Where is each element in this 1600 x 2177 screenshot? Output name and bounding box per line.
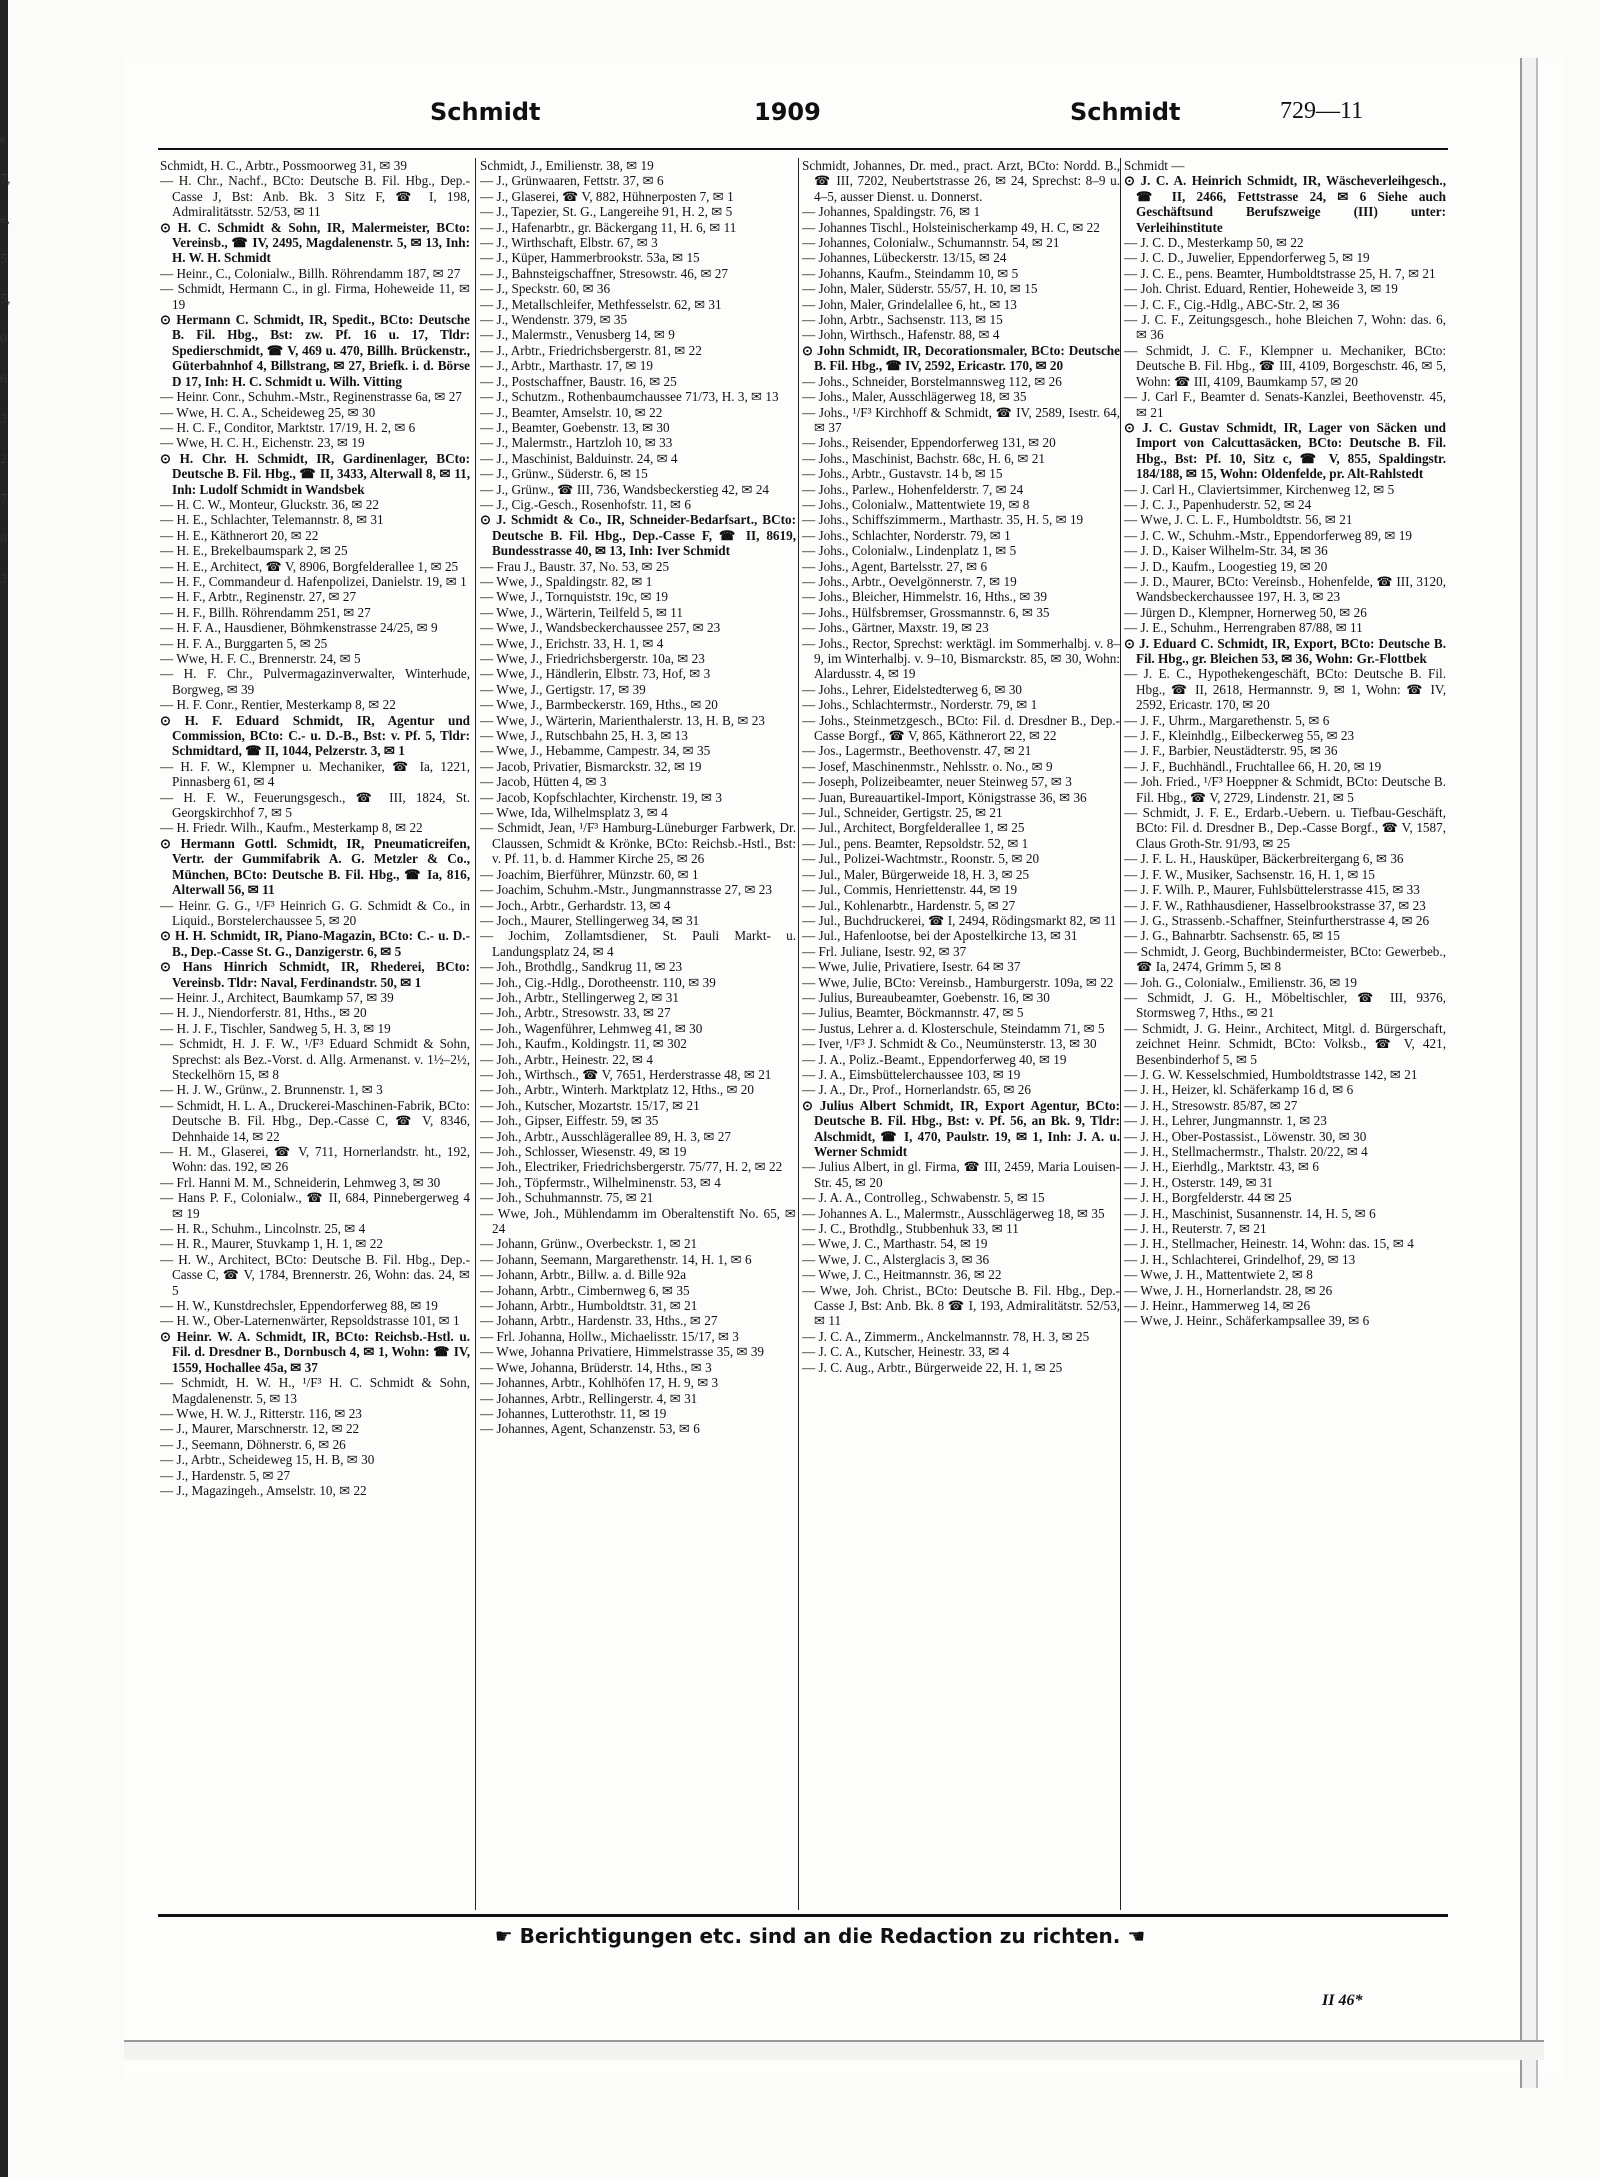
directory-entry: — Schmidt, H. J. F. W., ¹/F³ Eduard Schmidt & Sohn, Sprechst: als Bez.-Vorst. d. Allg. Armenanst. v. 1½–2½, Steckelhörn 15, ✉ 8 — [160, 1036, 470, 1082]
directory-entry: — H. F. W., Klempner u. Mechaniker, ☎ Ia, 1221, Pinnasberg 61, ✉ 4 — [160, 758, 470, 790]
directory-entry: — Wwe, J. C., Heitmannstr. 36, ✉ 22 — [802, 1267, 1002, 1283]
directory-entry: — Johannes Tischl., Holsteinischerkamp 49, H. C, ✉ 22 — [802, 219, 1100, 235]
page-edge-right — [1520, 58, 1538, 2088]
directory-entry: — Johs., Schlachter, Norderstr. 79, ✉ 1 — [802, 527, 1011, 543]
directory-entry: — H. Chr., Nachf., BCto: Deutsche B. Fil. Hbg., Dep.-Casse J, Bst: Anb. Bk. 3 Sitz F, ☎ I, 198, Admiralitätsstr. 52/53, ✉ 11 — [160, 173, 470, 220]
directory-entry: Schmidt, J., Emilienstr. 38, ✉ 19 — [480, 158, 654, 173]
directory-entry: — Joseph, Polizeibeamter, neuer Steinweg 57, ✉ 3 — [802, 774, 1072, 790]
directory-entry: — Joh., Electriker, Friedrichsbergerstr. 75/77, H. 2, ✉ 22 — [480, 1159, 783, 1175]
directory-entry: — Wwe, Julie, BCto: Vereinsb., Hamburgerstr. 109a, ✉ 22 — [802, 974, 1114, 990]
directory-entry: ⊙ Hermann Gottl. Schmidt, IR, Pneumaticreifen, Vertr. der Gummifabrik A. G. Metzler & Co., München, BCto: Deutsche B. Fil. Hbg., ☎ Ia, 816, Alterwall 56, ✉ 11 — [160, 835, 470, 898]
directory-entry: ⊙ John Schmidt, IR, Decorationsmaler, BCto: Deutsche B. Fil. Hbg., ☎ IV, 2592, Ericastr. 170, ✉ 20 — [802, 342, 1120, 374]
directory-entry: — Johs., Arbtr., Gustavstr. 14 b, ✉ 15 — [802, 466, 1003, 482]
directory-entry: — J., Maschinist, Balduinstr. 24, ✉ 4 — [480, 450, 678, 466]
directory-entry: — Julius, Beamter, Böckmannstr. 47, ✉ 5 — [802, 1005, 1024, 1021]
directory-column-3 — [802, 158, 1120, 1910]
directory-entry: — J. H., Ober-Postassist., Löwenstr. 30, ✉ 30 — [1124, 1128, 1367, 1144]
margin-mark: 6 — [0, 372, 7, 387]
directory-entry: — J., Schutzm., Rothenbaumchaussee 71/73, H. 3, ✉ 13 — [480, 389, 779, 405]
directory-entry: — Wwe, H. F. C., Brennerstr. 24, ✉ 5 — [160, 651, 361, 666]
directory-entry: — Johs., Colonialw., Mattentwiete 19, ✉ 8 — [802, 496, 1030, 512]
directory-entry: — J. H., Heizer, kl. Schäferkamp 16 d, ✉ 6 — [1124, 1082, 1354, 1098]
margin-mark: 7 — [0, 492, 7, 507]
directory-entry: — J. D., Kaiser Wilhelm-Str. 34, ✉ 36 — [1124, 543, 1328, 559]
directory-entry: — Joch., Arbtr., Gerhardstr. 13, ✉ 4 — [480, 897, 671, 913]
directory-entry: — Joh., Schlosser, Wiesenstr. 49, ✉ 19 — [480, 1144, 687, 1159]
directory-entry: — Schmidt, J. C. F., Klempner u. Mechaniker, BCto: Deutsche B. Fil. Hbg., ☎ III, 4109, Borgeschstr. 46, ✉ 5, Wohn: ☎ III, 4109, Baumkamp 57, ✉ 20 — [1124, 342, 1446, 389]
directory-entry: — Jul., Buchdruckerei, ☎ I, 2494, Rödingsmarkt 82, ✉ 11 — [802, 912, 1117, 928]
directory-entry: — Wwe, J., Spaldingstr. 82, ✉ 1 — [480, 573, 653, 589]
pointing-hand-left-icon: ☛ — [494, 1924, 513, 1948]
directory-entry: — J. D., Kaufm., Loogestieg 19, ✉ 20 — [1124, 558, 1328, 574]
directory-entry: — J., Malermstr., Hartzloh 10, ✉ 33 — [480, 435, 673, 451]
directory-entry: — H. E., Architect, ☎ V, 8906, Borgfelderallee 1, ✉ 25 — [160, 558, 459, 574]
directory-entry: — H. C. F., Conditor, Marktstr. 17/19, H. 2, ✉ 6 — [160, 419, 416, 435]
footer-text: Berichtigungen etc. sind an die Redaction zu richten. — [519, 1924, 1121, 1948]
directory-entry: — J., Maurer, Marschnerstr. 12, ✉ 22 — [160, 1421, 360, 1437]
directory-entry: — J., Cig.-Gesch., Rosenhofstr. 11, ✉ 6 — [480, 496, 691, 512]
directory-entry: — Johs., Schlachtermstr., Norderstr. 79, ✉ 1 — [802, 697, 1038, 713]
directory-entry: — Wwe, Julie, Privatiere, Isestr. 64 ✉ 37 — [802, 959, 1021, 975]
directory-column-2 — [480, 158, 796, 1910]
directory-entry: — J. H., Maschinist, Susannenstr. 14, H. 5, ✉ 6 — [1124, 1205, 1376, 1221]
directory-entry: — Wwe, J. C., Marthastr. 54, ✉ 19 — [802, 1236, 988, 1252]
directory-entry: — Johs., Gärtner, Maxstr. 19, ✉ 23 — [802, 620, 989, 636]
directory-entry: ⊙ J. C. Gustav Schmidt, IR, Lager von Säcken und Import von Calcuttasäcken, BCto: Deutsche B. Fil. Hbg., Bst: Pf. 10, Sitz c, ☎ V, 855, Spaldingstr. 184/188, ✉ 15, Wohn: Oldenfelde, pr. Alt-Rahlstedt — [1124, 419, 1446, 482]
directory-entry: — Wwe, Johanna Privatiere, Himmelstrasse 35, ✉ 39 — [480, 1344, 765, 1360]
directory-entry: — H. E., Brekelbaumspark 2, ✉ 25 — [160, 543, 348, 559]
directory-entry: — J., Metallschleifer, Methfesselstr. 62, ✉ 31 — [480, 296, 722, 312]
directory-entry: — Schmidt, J. G. H., Möbeltischler, ☎ III, 9376, Stormsweg 7, Hths., ✉ 21 — [1124, 989, 1446, 1021]
directory-entry: — Wwe, J., Barmbeckerstr. 169, Hths., ✉ 20 — [480, 697, 718, 713]
margin-mark: 3 — [0, 412, 7, 427]
directory-entry: — Joh. Christ. Eduard, Rentier, Hoheweide 3, ✉ 19 — [1124, 281, 1398, 297]
directory-entry: — Johs., ¹/F³ Kirchhoff & Schmidt, ☎ IV, 2589, Isestr. 64, ✉ 37 — [802, 404, 1120, 435]
directory-entry: — H. F. W., Feuerungsgesch., ☎ III, 1824, St. Georgskirchhof 7, ✉ 5 — [160, 789, 470, 821]
directory-entry: — H. F. Conr., Rentier, Mesterkamp 8, ✉ 22 — [160, 697, 396, 713]
directory-entry: — Julius, Bureaubeamter, Goebenstr. 16, ✉ 30 — [802, 989, 1050, 1005]
directory-entry: — Johs., Parlew., Hohenfelderstr. 7, ✉ 24 — [802, 481, 1024, 497]
directory-entry: — J., Seemann, Döhnerstr. 6, ✉ 26 — [160, 1436, 346, 1452]
signature-mark: II 46* — [1322, 1992, 1363, 2009]
directory-entry: — J., Arbtr., Scheideweg 15, H. B, ✉ 30 — [160, 1452, 375, 1468]
directory-entry: — Johs., Maler, Ausschlägerweg 18, ✉ 35 — [802, 389, 1027, 405]
directory-entry: — J. H., Stellmachermstr., Thalstr. 20/22, ✉ 4 — [1124, 1144, 1368, 1159]
directory-entry: — J., Grünw., Süderstr. 6, ✉ 15 — [480, 466, 648, 482]
directory-entry: — Jochim, Zollamtsdiener, St. Pauli Markt- u. Landungsplatz 24, ✉ 4 — [480, 928, 796, 959]
directory-entry: — Jacob, Kopfschlachter, Kirchenstr. 19, ✉ 3 — [480, 789, 722, 805]
directory-entry: — John, Wirthsch., Hafenstr. 88, ✉ 4 — [802, 327, 1000, 343]
running-header — [160, 98, 1446, 134]
header-rule — [158, 148, 1448, 150]
directory-entry: — Joh., Arbtr., Ausschlägerallee 89, H. 3, ✉ 27 — [480, 1128, 731, 1144]
directory-entry: — Wwe, J., Wandsbeckerchaussee 257, ✉ 23 — [480, 620, 721, 636]
directory-entry: — Joh., Kaufm., Koldingstr. 11, ✉ 302 — [480, 1036, 687, 1052]
directory-entry: — Schmidt, Jean, ¹/F³ Hamburg-Lüneburger Farbwerk, Dr. Claussen, Schmidt & Krönke, BCto: Reichsb.-Hstl., Bst: v. Pf. 11, b. d. Hammer Kirche 25, ✉ 26 — [480, 820, 796, 867]
directory-entry: — J. A., Dr., Prof., Hornerlandstr. 65, ✉ 26 — [802, 1082, 1031, 1098]
directory-entry: — J., Grünwaaren, Fettstr. 37, ✉ 6 — [480, 173, 664, 189]
directory-entry: — Schmidt, J. G. Heinr., Architect, Mitgl. d. Bürgerschaft, zeichnet Heinr. Schmidt, BCto: Volksb., ☎ V, 421, Besenbinderhof 5, ✉ 5 — [1124, 1020, 1446, 1067]
left-margin-marks — [0, 120, 14, 600]
directory-entry: — J. C. J., Papenhuderstr. 52, ✉ 24 — [1124, 496, 1312, 512]
directory-entry: — Johs., Steinmetzgesch., BCto: Fil. d. Dresdner B., Dep.-Casse Borgf., ☎ V, 865, Käthnerort 22, ✉ 22 — [802, 712, 1120, 744]
directory-entry: — Joh., Wagenführer, Lehmweg 41, ✉ 30 — [480, 1020, 703, 1036]
directory-entry: — Johann, Arbtr., Cimbernweg 6, ✉ 35 — [480, 1282, 690, 1298]
directory-entry: — Johs., Maschinist, Bachstr. 68c, H. 6, ✉ 21 — [802, 450, 1045, 466]
directory-entry: — J. F. W., Musiker, Sachsenstr. 16, H. 1, ✉ 15 — [1124, 866, 1375, 882]
margin-mark: 8 — [0, 532, 7, 547]
directory-entry: — Johann, Seemann, Margarethenstr. 14, H. 1, ✉ 6 — [480, 1251, 752, 1267]
directory-entry: — Johs., Schiffszimmerm., Marthastr. 35, H. 5, ✉ 19 — [802, 512, 1084, 528]
directory-entry: — J., Tapezier, St. G., Langereihe 91, H. 2, ✉ 5 — [480, 204, 733, 220]
directory-entry: — Wwe, J. Heinr., Schäferkampsallee 39, ✉ 6 — [1124, 1313, 1370, 1329]
directory-entry: — Frl. Hanni M. M., Schneiderin, Lehmweg 3, ✉ 30 — [160, 1174, 441, 1190]
directory-entry: — Johs., Agent, Bartelsstr. 27, ✉ 6 — [802, 558, 988, 574]
directory-entry: — Joh., Töpfermstr., Wilhelminenstr. 53, ✉ 4 — [480, 1174, 721, 1190]
directory-entry: — Frau J., Baustr. 37, No. 53, ✉ 25 — [480, 558, 670, 574]
directory-entry: — J. G., Strassenb.-Schaffner, Steinfurtherstrasse 4, ✉ 26 — [1124, 912, 1430, 928]
directory-entry: — Heinr. J., Architect, Baumkamp 57, ✉ 39 — [160, 989, 394, 1005]
directory-entry: — H. F., Arbtr., Reginenstr. 27, ✉ 27 — [160, 589, 357, 605]
directory-entry: — J. G. W. Kesselschmied, Humboldtstrasse 142, ✉ 21 — [1124, 1066, 1418, 1082]
directory-entry: — J. C. A., Kutscher, Heinestr. 33, ✉ 4 — [802, 1344, 1010, 1360]
directory-entry: — Frl. Johanna, Hollw., Michaelisstr. 15/17, ✉ 3 — [480, 1328, 739, 1344]
directory-entry: — Wwe, J., Friedrichsbergerstr. 10a, ✉ 23 — [480, 651, 705, 666]
directory-entry: — Schmidt, H. L. A., Druckerei-Maschinen-Fabrik, BCto: Deutsche B. Fil. Hbg., Dep.-Casse C, ☎ V, 8346, Dehnhaide 14, ✉ 22 — [160, 1097, 470, 1144]
directory-entry: — Wwe, J., Rutschbahn 25, H. 3, ✉ 13 — [480, 728, 688, 744]
directory-entry: — J. F. Wilh. P., Maurer, Fuhlsbüttelerstrasse 415, ✉ 33 — [1124, 882, 1420, 898]
directory-entry: — H. C. W., Monteur, Gluckstr. 36, ✉ 22 — [160, 496, 379, 512]
directory-entry: — J. Carl F., Beamter d. Senats-Kanzlei, Beethovenstr. 45, ✉ 21 — [1124, 389, 1446, 420]
directory-entry: — Wwe, J., Hebamme, Campestr. 34, ✉ 35 — [480, 743, 711, 759]
directory-entry: — Heinr. Conr., Schuhm.-Mstr., Reginenstrasse 6a, ✉ 27 — [160, 389, 462, 405]
directory-entry: — Wwe, J., Tornquiststr. 19c, ✉ 19 — [480, 589, 669, 605]
directory-entry: — J. H., Osterstr. 149, ✉ 31 — [1124, 1174, 1274, 1190]
header-year: 1909 — [754, 98, 821, 126]
directory-entry: — J. C. Aug., Arbtr., Bürgerweide 22, H. 1, ✉ 25 — [802, 1359, 1063, 1375]
directory-entry: — Wwe, Johanna, Brüderstr. 14, Hths., ✉ 3 — [480, 1359, 712, 1375]
directory-entry: — Wwe, J. C., Alsterglacis 3, ✉ 36 — [802, 1251, 990, 1267]
directory-entry: — Johs., Arbtr., Oevelgönnerstr. 7, ✉ 19 — [802, 573, 1017, 589]
directory-entry: — H. F. A., Hausdiener, Böhmkenstrasse 24/25, ✉ 9 — [160, 620, 438, 636]
directory-entry: — Heinr., C., Colonialw., Billh. Röhrendamm 187, ✉ 27 — [160, 265, 461, 281]
directory-entry: — Johanns, Kaufm., Steindamm 10, ✉ 5 — [802, 265, 1019, 281]
directory-entry: — H. W., Kunstdrechsler, Eppendorferweg 88, ✉ 19 — [160, 1298, 438, 1314]
directory-entry: — Wwe, H. W. J., Ritterstr. 116, ✉ 23 — [160, 1405, 362, 1421]
directory-entry: — J., Beamter, Amselstr. 10, ✉ 22 — [480, 404, 663, 420]
directory-entry: — H. W., Architect, BCto: Deutsche B. Fil. Hbg., Dep.-Casse C, ☎ V, 1784, Brennerstr. 26, Wohn: das. 24, ✉ 5 — [160, 1251, 470, 1298]
directory-entry: — Johannes, Lutterothstr. 11, ✉ 19 — [480, 1405, 667, 1421]
directory-entry: — H. J., Niendorferstr. 81, Hths., ✉ 20 — [160, 1005, 367, 1021]
margin-mark: 2 — [0, 452, 7, 467]
directory-entry: — J. C. W., Schuhm.-Mstr., Eppendorferweg 89, ✉ 19 — [1124, 527, 1412, 543]
directory-entry: — Johann, Grünw., Overbeckstr. 1, ✉ 21 — [480, 1236, 698, 1252]
directory-entry: — J. C. D., Juwelier, Eppendorferweg 5, ✉ 19 — [1124, 250, 1370, 266]
directory-entry: — J., Wirthschaft, Elbstr. 67, ✉ 3 — [480, 235, 658, 251]
directory-entry: — Julius Albert, in gl. Firma, ☎ III, 2459, Maria Louisen-Str. 45, ✉ 20 — [802, 1159, 1120, 1190]
margin-mark: e — [0, 132, 7, 147]
directory-entry: ⊙ H. C. Schmidt & Sohn, IR, Malermeister, BCto: Vereinsb., ☎ IV, 2495, Magdalenenstr. 5, ✉ 13, Inh: H. W. H. Schmidt — [160, 219, 470, 266]
directory-entry: — Jacob, Privatier, Bismarckstr. 32, ✉ 19 — [480, 758, 702, 774]
directory-entry: — J. G., Bahnarbtr. Sachsenstr. 65, ✉ 15 — [1124, 928, 1340, 944]
directory-entry: — H. E., Schlachter, Telemannstr. 8, ✉ 31 — [160, 512, 384, 528]
directory-entry: — Johann, Arbtr., Humboldtstr. 31, ✉ 21 — [480, 1298, 698, 1314]
directory-column-1 — [160, 158, 470, 1910]
directory-entry: — J. F., Uhrm., Margarethenstr. 5, ✉ 6 — [1124, 712, 1330, 728]
margin-mark: 5 — [0, 252, 7, 267]
directory-entry: — Joh., Kutscher, Mozartstr. 15/17, ✉ 21 — [480, 1097, 700, 1113]
margin-mark: 3 — [0, 572, 7, 587]
directory-entry: — J., Hafenarbtr., gr. Bäckergang 11, H. 6, ✉ 11 — [480, 219, 737, 235]
directory-entry: — Joh., Arbtr., Winterh. Marktplatz 12, Hths., ✉ 20 — [480, 1082, 754, 1098]
directory-entry: — Johann, Arbtr., Hardenstr. 33, Hths., ✉ 27 — [480, 1313, 718, 1329]
directory-entry: — Joachim, Schuhm.-Mstr., Jungmannstrasse 27, ✉ 23 — [480, 882, 772, 898]
directory-entry: — Johannes, Arbtr., Rellingerstr. 4, ✉ 31 — [480, 1390, 698, 1406]
pointing-hand-right-icon: ☚ — [1127, 1924, 1146, 1948]
directory-entry: — H. F. Chr., Pulvermagazinverwalter, Winterhude, Borgweg, ✉ 39 — [160, 666, 470, 697]
directory-entry: — Joh., Wirthsch., ☎ V, 7651, Herderstrasse 48, ✉ 21 — [480, 1066, 772, 1082]
directory-entry: — Johs., Bleicher, Himmelstr. 16, Hths., ✉ 39 — [802, 589, 1047, 605]
directory-entry: — Schmidt, H. W. H., ¹/F³ H. C. Schmidt & Sohn, Magdalenenstr. 5, ✉ 13 — [160, 1375, 470, 1406]
directory-entry: — Wwe, J., Wärterin, Teilfeld 5, ✉ 11 — [480, 604, 684, 620]
margin-mark: 7, — [0, 172, 11, 187]
directory-entry: Schmidt — — [1124, 158, 1185, 173]
directory-entry: — Heinr. G. G., ¹/F³ Heinrich G. G. Schmidt & Co., in Liquid., Borstelerchaussee 5, ✉ 20 — [160, 897, 470, 928]
directory-entry: — J. A. A., Controlleg., Schwabenstr. 5, ✉ 15 — [802, 1190, 1045, 1206]
directory-entry: — J. F., Barbier, Neustädterstr. 95, ✉ 36 — [1124, 743, 1338, 759]
directory-entry: — Johs., Rector, Sprechst: werktägl. im Sommerhalbj. v. 8–9, im Winterhalbj. v. 9–10, Bismarckstr. 85, ✉ 30, Wohn: Alardusstr. 4, ✉ 19 — [802, 635, 1120, 682]
margin-mark: e, — [0, 212, 10, 227]
directory-entry: — H. E., Käthnerort 20, ✉ 22 — [160, 527, 319, 543]
directory-entry: — J. C. E., pens. Beamter, Humboldtstrasse 25, H. 7, ✉ 21 — [1124, 265, 1436, 281]
directory-entry: — Joh., Arbtr., Stresowstr. 33, ✉ 27 — [480, 1005, 671, 1021]
directory-entry: — J., Grünw., ☎ III, 736, Wandsbeckerstieg 42, ✉ 24 — [480, 481, 770, 497]
directory-column-4 — [1124, 158, 1446, 1910]
directory-entry: ⊙ J. Schmidt & Co., IR, Schneider-Bedarfsart., BCto: Deutsche B. Fil. Hbg., Dep.-Casse F, ☎ II, 8619, Bundesstrasse 40, ✉ 13, Inh: Iver Schmidt — [480, 512, 796, 559]
directory-entry: — J. F. L. H., Hausküper, Bäckerbreitergang 6, ✉ 36 — [1124, 851, 1404, 867]
directory-entry: — Joh., Schuhmannstr. 75, ✉ 21 — [480, 1190, 654, 1206]
directory-entry: — Juan, Bureauartikel-Import, Königstrasse 36, ✉ 36 — [802, 789, 1087, 805]
directory-entry: — J., Arbtr., Friedrichsbergerstr. 81, ✉ 22 — [480, 342, 702, 358]
directory-entry: — Joh., Arbtr., Heinestr. 22, ✉ 4 — [480, 1051, 653, 1067]
directory-entry: — Wwe, J., Gertigstr. 17, ✉ 39 — [480, 681, 646, 697]
directory-entry: — Schmidt, J. Georg, Buchbindermeister, BCto: Gewerbeb., ☎ Ia, 2474, Grimm 5, ✉ 8 — [1124, 943, 1446, 975]
directory-entry: — J. E., Schuhm., Herrengraben 87/88, ✉ 11 — [1124, 620, 1363, 636]
directory-entry: — H. F., Commandeur d. Hafenpolizei, Danielstr. 19, ✉ 1 — [160, 573, 467, 589]
margin-mark: 0 — [0, 332, 7, 347]
directory-entry: — J. C. F., Zeitungsgesch., hohe Bleichen 7, Wohn: das. 6, ✉ 36 — [1124, 312, 1446, 343]
directory-entry: — John, Arbtr., Sachsenstr. 113, ✉ 15 — [802, 312, 1003, 328]
directory-entry: — Johs., Hülfsbremser, Grossmannstr. 6, ✉ 35 — [802, 604, 1050, 620]
directory-entry: — Wwe, Joh., Mühlendamm im Oberaltenstift No. 65, ✉ 24 — [480, 1205, 796, 1237]
directory-entry: — H. J. F., Tischler, Sandweg 5, H. 3, ✉ 19 — [160, 1020, 391, 1036]
directory-entry: — Josef, Maschinenmstr., Nehlsstr. o. No., ✉ 9 — [802, 758, 1053, 774]
directory-entry: — J., Hardenstr. 5, ✉ 27 — [160, 1467, 291, 1483]
margin-mark: 5, — [0, 292, 11, 307]
directory-entry: — Hans P. F., Colonialw., ☎ II, 684, Pinnebergerweg 4 ✉ 19 — [160, 1190, 470, 1221]
directory-entry: — J. Heinr., Hammerweg 14, ✉ 26 — [1124, 1298, 1311, 1314]
directory-entry: — J., Wendenstr. 379, ✉ 35 — [480, 312, 628, 328]
directory-entry: — J. H., Stresowstr. 85/87, ✉ 27 — [1124, 1097, 1298, 1113]
directory-entry: — J. F., Kleinhdlg., Eilbeckerweg 55, ✉ 23 — [1124, 728, 1355, 744]
directory-entry: — J. Carl H., Claviertsimmer, Kirchenweg 12, ✉ 5 — [1124, 481, 1395, 497]
directory-entry: — Jos., Lagermstr., Beethovenstr. 47, ✉ 21 — [802, 743, 1032, 759]
directory-entry: — J. H., Eierhdlg., Marktstr. 43, ✉ 6 — [1124, 1159, 1319, 1175]
directory-entry: ⊙ Hans Hinrich Schmidt, IR, Rhederei, BCto: Vereinsb. Tldr: Naval, Ferdinandstr. 50, ✉ 1 — [160, 959, 470, 990]
header-left-name: Schmidt — [430, 98, 541, 126]
directory-entry: — J. C. A., Zimmerm., Anckelmannstr. 78, H. 3, ✉ 25 — [802, 1328, 1090, 1344]
directory-entry: — Joh., Gipser, Eiffestr. 59, ✉ 35 — [480, 1113, 659, 1129]
directory-entry: — Johs., Reisender, Eppendorferweg 131, ✉ 20 — [802, 435, 1056, 451]
directory-entry: — J. C. D., Mesterkamp 50, ✉ 22 — [1124, 235, 1304, 251]
directory-entry: — Jacob, Hütten 4, ✉ 3 — [480, 774, 607, 790]
directory-entry: — H. M., Glaserei, ☎ V, 711, Hornerlandstr. ht., 192, Wohn: das. 192, ✉ 26 — [160, 1144, 470, 1175]
directory-entry: Schmidt, H. C., Arbtr., Possmoorweg 31, ✉ 39 — [160, 158, 407, 173]
directory-entry: — J., Beamter, Goebenstr. 13, ✉ 30 — [480, 419, 670, 435]
directory-entry: — J., Magazingeh., Amselstr. 10, ✉ 22 — [160, 1482, 367, 1498]
directory-entry: ⊙ H. Chr. H. Schmidt, IR, Gardinenlager, BCto: Deutsche B. Fil. Hbg., ☎ II, 3433, Alterwall 8, ✉ 11, Inh: Ludolf Schmidt in Wandsbek — [160, 450, 470, 497]
directory-entry: ⊙ J. C. A. Heinrich Schmidt, IR, Wäscheverleihgesch., ☎ II, 2466, Fettstrasse 24, ✉ 6 Siehe auch Geschäftsund Berufszweige (III) unter: Verleihinstitute — [1124, 173, 1446, 235]
directory-entry: — J. D., Maurer, BCto: Vereinsb., Hohenfelde, ☎ III, 3120, Wandsbeckerchaussee 197, H. 3, ✉ 23 — [1124, 573, 1446, 605]
footer-notice — [440, 1924, 1200, 1954]
directory-entry: — Schmidt, J. F. E., Erdarb.-Uebern. u. Tiefbau-Geschäft, BCto: Fil. d. Dresdner B., Dep.-Casse Borgf., ☎ V, 1587, Claus Groth-Str. 91/93, ✉ 25 — [1124, 805, 1446, 851]
directory-entry: — John, Maler, Süderstr. 55/57, H. 10, ✉ 15 — [802, 281, 1038, 297]
directory-entry: — J., Arbtr., Marthastr. 17, ✉ 19 — [480, 358, 653, 374]
footer-rule — [158, 1914, 1448, 1917]
directory-entry: — Jul., Architect, Borgfelderallee 1, ✉ 25 — [802, 820, 1025, 836]
directory-entry: — Jul., Polizei-Wachtmstr., Roonstr. 5, ✉ 20 — [802, 851, 1040, 867]
page-edge-bottom — [124, 2040, 1544, 2060]
directory-entry: — Jul., Schneider, Gertigstr. 25, ✉ 21 — [802, 805, 1003, 821]
directory-entry: — Johannes A. L., Malermstr., Ausschlägerweg 18, ✉ 35 — [802, 1205, 1105, 1221]
directory-entry: — J. H., Borgfelderstr. 44 ✉ 25 — [1124, 1190, 1292, 1206]
directory-entry: — J. H., Lehrer, Jungmannstr. 1, ✉ 23 — [1124, 1113, 1327, 1129]
directory-entry: — J., Glaserei, ☎ V, 882, Hühnerposten 7, ✉ 1 — [480, 188, 734, 204]
directory-entry: — Jul., Commis, Henriettenstr. 44, ✉ 19 — [802, 882, 1018, 898]
directory-entry: — Wwe, J., Wärterin, Marienthalerstr. 13, H. B, ✉ 23 — [480, 712, 765, 728]
directory-entry: ⊙ J. Eduard C. Schmidt, IR, Export, BCto: Deutsche B. Fil. Hbg., gr. Bleichen 53, ✉ 36, Wohn: Gr.-Flottbek — [1124, 635, 1446, 666]
directory-entry: ⊙ Heinr. W. A. Schmidt, IR, BCto: Reichsb.-Hstl. u. Fil. d. Dresdner B., Dornbusch 4, ✉ 1, Wohn: ☎ IV, 1559, Hochallee 45a, ✉ 37 — [160, 1328, 470, 1375]
header-right-name: Schmidt — [1070, 98, 1181, 126]
directory-entry: ⊙ H. F. Eduard Schmidt, IR, Agentur und Commission, BCto: C.- u. D.-B., Bst: v. Pf. 5, Tldr: Schmidtard, ☎ II, 1044, Pelzerstr. 3, ✉ 1 — [160, 712, 470, 759]
column-divider — [798, 158, 799, 1910]
directory-entry: — Johs., Colonialw., Lindenplatz 1, ✉ 5 — [802, 543, 1017, 559]
directory-entry: — Wwe, Joh. Christ., BCto: Deutsche B. Fil. Hbg., Dep.-Casse J, Bst: Anb. Bk. 8 ☎ I, 193, Admiralitätstr. 52/53, ✉ 11 — [802, 1282, 1120, 1329]
directory-entry: — J. H., Stellmacher, Heinestr. 14, Wohn: das. 15, ✉ 4 — [1124, 1236, 1414, 1252]
directory-entry: — Wwe, Ida, Wilhelmsplatz 3, ✉ 4 — [480, 805, 668, 821]
directory-entry: — J. C. F., Cig.-Hdlg., ABC-Str. 2, ✉ 36 — [1124, 296, 1340, 312]
directory-entry: — Joh. G., Colonialw., Emilienstr. 36, ✉ 19 — [1124, 974, 1357, 990]
directory-entry: — J., Bahnsteigschaffner, Stresowstr. 46, ✉ 27 — [480, 265, 728, 281]
column-divider — [1120, 158, 1121, 1910]
directory-entry: — Joh., Arbtr., Stellingerweg 2, ✉ 31 — [480, 989, 679, 1005]
directory-entry: — H. F. A., Burggarten 5, ✉ 25 — [160, 635, 328, 651]
directory-entry: — Jürgen D., Klempner, Hornerweg 50, ✉ 26 — [1124, 604, 1367, 620]
directory-entry: — Frl. Juliane, Isestr. 92, ✉ 37 — [802, 943, 967, 959]
directory-entry: — Jul., pens. Beamter, Repsoldstr. 52, ✉ 1 — [802, 835, 1029, 851]
directory-entry: — J., Postschaffner, Baustr. 16, ✉ 25 — [480, 373, 677, 389]
directory-entry: — J., Küper, Hammerbrookstr. 53a, ✉ 15 — [480, 250, 700, 266]
directory-entry: — J. F., Buchhändl., Fruchtallee 66, H. 20, ✉ 19 — [1124, 758, 1382, 774]
directory-entry: — J. A., Eimsbüttelerchaussee 103, ✉ 19 — [802, 1066, 1021, 1082]
directory-entry: — Joh., Cig.-Hdlg., Dorotheenstr. 110, ✉ 39 — [480, 974, 716, 990]
directory-entry: — H. W., Ober-Laternenwärter, Repsoldstrasse 101, ✉ 1 — [160, 1313, 460, 1329]
directory-entry: — J. C., Brothdlg., Stubbenhuk 33, ✉ 11 — [802, 1221, 1019, 1237]
directory-entry: — Wwe, H. C. H., Eichenstr. 23, ✉ 19 — [160, 435, 365, 451]
directory-entry: — Johs., Lehrer, Eidelstedterweg 6, ✉ 30 — [802, 681, 1023, 697]
directory-entry: — H. R., Schuhm., Lincolnstr. 25, ✉ 4 — [160, 1221, 366, 1237]
directory-entry: — Schmidt, Hermann C., in gl. Firma, Hoheweide 11, ✉ 19 — [160, 281, 470, 312]
directory-entry: — Joh., Brothdlg., Sandkrug 11, ✉ 23 — [480, 959, 683, 975]
directory-entry: — Johannes, Arbtr., Kohlhöfen 17, H. 9, ✉ 3 — [480, 1375, 719, 1391]
directory-entry: Schmidt, Johannes, Dr. med., pract. Arzt, BCto: Nordd. B., ☎ III, 7202, Neubertstrasse 26, ✉ 24, Sprechst: 8–9 u. 4–5, ausser Dienst. u. Donnerst. — [802, 158, 1120, 204]
directory-entry: — H. Friedr. Wilh., Kaufm., Mesterkamp 8, ✉ 22 — [160, 820, 423, 836]
directory-entry: — J., Malermstr., Venusberg 14, ✉ 9 — [480, 327, 675, 343]
directory-entry: — J. F. W., Rathhausdiener, Hasselbrookstrasse 37, ✉ 23 — [1124, 897, 1426, 913]
directory-entry: ⊙ H. H. Schmidt, IR, Piano-Magazin, BCto: C.- u. D.-B., Dep.-Casse St. G., Danzigerstr. 6, ✉ 5 — [160, 928, 470, 959]
directory-entry: — Wwe, J. C. L. F., Humboldtstr. 56, ✉ 21 — [1124, 512, 1353, 528]
directory-entry: — Wwe, J. H., Mattentwiete 2, ✉ 8 — [1124, 1267, 1313, 1283]
directory-entry: — H. J. W., Grünw., 2. Brunnenstr. 1, ✉ 3 — [160, 1082, 383, 1098]
header-page-number: 729—11 — [1280, 98, 1364, 124]
directory-entry: — J. E. C., Hypothekengeschäft, BCto: Deutsche B. Fil. Hbg., ☎ II, 2618, Hermannstr. 9, ✉ 1, Wohn: ☎ IV, 2592, Ericastr. 170, ✉ 20 — [1124, 666, 1446, 713]
directory-entry: — Joh. Fried., ¹/F³ Hoeppner & Schmidt, BCto: Deutsche B. Fil. Hbg., ☎ V, 2729, Lindenstr. 21, ✉ 5 — [1124, 774, 1446, 805]
directory-entry: ⊙ Julius Albert Schmidt, IR, Export Agentur, BCto: Deutsche B. Fil. Hbg., Bst: v. Pf. 56, an Bk. 9, Tldr: Alschmidt, ☎ I, 470, Paulstr. 19, ✉ 1, Inh: J. A. u. Werner Schmidt — [802, 1097, 1120, 1159]
directory-entry: — Johannes, Colonialw., Schumannstr. 54, ✉ 21 — [802, 235, 1060, 251]
directory-entry: — Joachim, Bierführer, Münzstr. 60, ✉ 1 — [480, 866, 699, 882]
directory-entry: — H. F., Billh. Röhrendamm 251, ✉ 27 — [160, 604, 371, 620]
directory-entry: — Jul., Kohlenarbtr., Hardenstr. 5, ✉ 27 — [802, 897, 1016, 913]
directory-entry: — Johannes, Agent, Schanzenstr. 53, ✉ 6 — [480, 1421, 700, 1437]
directory-entry: — Wwe, J., Erichstr. 33, H. 1, ✉ 4 — [480, 635, 664, 651]
directory-entry: ⊙ Hermann C. Schmidt, IR, Spedit., BCto: Deutsche B. Fil. Hbg., Bst: zw. Pf. 16 u. 17, Tldr: Spedierschmidt, ☎ V, 469 u. 470, Billh. Brückenstr., Güterbahnhof 4, Billstrang, ✉ 27, Briefk. i. d. Börse D 17, Inh: H. C. Schmidt u. Wilh. Vitting — [160, 312, 470, 389]
directory-entry: — Joch., Maurer, Stellingerweg 34, ✉ 31 — [480, 912, 700, 928]
directory-entry: — Wwe, H. C. A., Scheideweg 25, ✉ 30 — [160, 404, 376, 420]
directory-entry: — J. A., Poliz.-Beamt., Eppendorferweg 40, ✉ 19 — [802, 1051, 1067, 1067]
directory-entry: — Johannes, Spaldingstr. 76, ✉ 1 — [802, 204, 981, 220]
directory-entry: — Iver, ¹/F³ J. Schmidt & Co., Neumünsterstr. 13, ✉ 30 — [802, 1036, 1097, 1052]
directory-entry: — Johs., Schneider, Borstelmannsweg 112, ✉ 26 — [802, 373, 1062, 389]
directory-entry: — Johann, Arbtr., Billw. a. d. Bille 92a — [480, 1267, 687, 1283]
directory-entry: — John, Maler, Grindelallee 6, ht., ✉ 13 — [802, 296, 1017, 312]
directory-entry: — Jul., Maler, Bürgerweide 18, H. 3, ✉ 25 — [802, 866, 1030, 882]
directory-entry: — Wwe, J., Händlerin, Elbstr. 73, Hof, ✉ 3 — [480, 666, 711, 682]
directory-entry: — Jul., Hafenlootse, bei der Apostelkirche 13, ✉ 31 — [802, 928, 1078, 944]
directory-entry: — H. R., Maurer, Stuvkamp 1, H. 1, ✉ 22 — [160, 1236, 383, 1252]
directory-entry: — Justus, Lehrer a. d. Klosterschule, Steindamm 71, ✉ 5 — [802, 1020, 1105, 1036]
directory-entry: — Johannes, Lübeckerstr. 13/15, ✉ 24 — [802, 250, 1007, 266]
directory-entry: — J., Speckstr. 60, ✉ 36 — [480, 281, 611, 297]
directory-entry: — J. H., Schlachterei, Grindelhof, 29, ✉ 13 — [1124, 1251, 1356, 1267]
directory-entry: — J. H., Reuterstr. 7, ✉ 21 — [1124, 1221, 1267, 1237]
directory-entry: — Wwe, J. H., Hornerlandstr. 28, ✉ 26 — [1124, 1282, 1333, 1298]
column-divider — [475, 158, 476, 1910]
